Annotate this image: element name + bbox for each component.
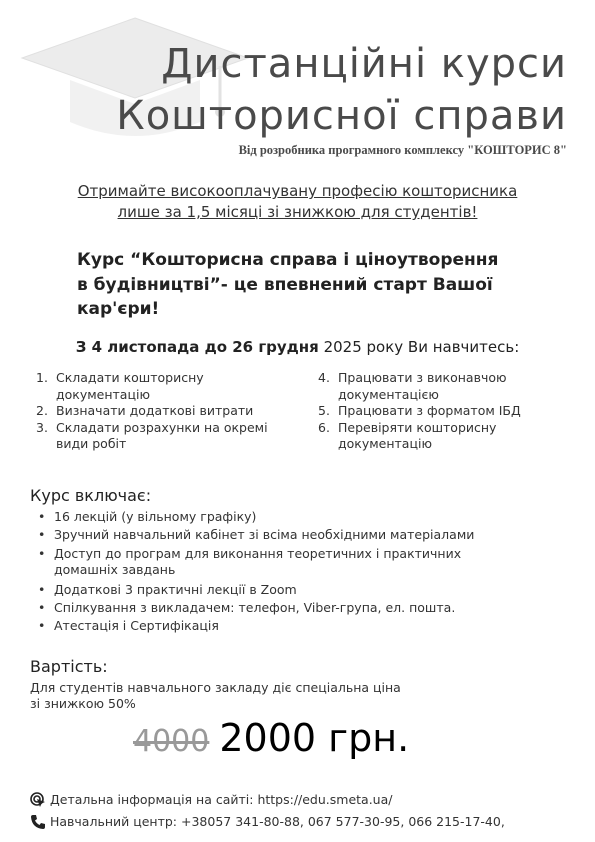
item-number: 6. <box>318 419 330 435</box>
list-item <box>36 370 296 403</box>
new-price: 2000 грн. <box>219 716 410 760</box>
includes-heading: Курс включає: <box>30 486 152 505</box>
old-price: 4000 <box>133 724 210 759</box>
list-item: • Спілкування з викладачем: телефон, Viber-група, ел. пошта. <box>36 599 556 617</box>
item-line-1: Складати розрахунки на окремі <box>56 419 268 435</box>
phone-contact <box>30 814 505 830</box>
price <box>133 716 409 760</box>
dates-rest: 2025 року Ви навчитесь: <box>318 338 520 356</box>
list-item: • Зручний навчальний кабінет зі всіма необхідними матеріалами <box>36 526 556 544</box>
price-note <box>30 680 450 712</box>
course-dates <box>0 338 595 356</box>
list-item <box>36 403 296 420</box>
course-line-2: в будівництві”- це впевнений старт Вашої <box>77 274 493 295</box>
item-number: 3. <box>36 419 48 435</box>
course-line-1: Курс “Кошторисна справа і ціноутворення <box>77 250 499 270</box>
includes-list <box>36 508 556 635</box>
subtitle: Від розробника програмного комплексу "КОШТОРИС 8" <box>238 143 567 157</box>
list-item <box>318 420 558 453</box>
item-number: 5. <box>318 403 330 418</box>
title-line-1: Дистанційні курси <box>161 41 567 87</box>
item-number: 2. <box>36 403 48 418</box>
item-line-2: документацію <box>338 436 432 451</box>
list-item <box>318 403 558 420</box>
item-line-1: Працювати з форматом ІБД <box>338 403 521 418</box>
dates-bold: З 4 листопада до 26 грудня <box>75 338 319 356</box>
price-note-line-1: Для студентів навчального закладу діє спеціальна ціна <box>30 680 401 695</box>
list-item: • Доступ до програм для виконання теоретичних і практичних домашніх завдань <box>36 546 514 579</box>
course-description <box>77 248 537 322</box>
website-text: Детальна інформація на сайті: https://edu.smeta.ua/ <box>50 792 393 807</box>
item-line-2: документацію <box>56 386 150 402</box>
list-item: • Додаткові 3 практичні лекції в Zoom <box>36 581 556 599</box>
phone-icon <box>30 814 46 830</box>
price-note-line-2: зі знижкою 50% <box>30 696 136 711</box>
item-line-1: Визначати додаткові витрати <box>56 403 254 418</box>
cursor-click-icon <box>30 792 46 808</box>
phone-text: Навчальний центр: +38057 341-80-88, 067 577-30-95, 066 215-17-40, <box>50 814 505 829</box>
item-number: 1. <box>36 370 48 385</box>
skills-list-right <box>318 370 558 453</box>
item-line-1: Складати кошторисну <box>56 370 204 385</box>
item-line-2: документацією <box>338 386 439 402</box>
offer-text <box>0 181 595 223</box>
website-contact <box>30 792 392 808</box>
item-line-1: Працювати з виконавчою <box>338 370 507 385</box>
list-item <box>318 370 558 403</box>
offer-line-2: лише за 1,5 місяці зі знижкою для студентів! <box>117 203 478 221</box>
item-line-2: види робіт <box>56 436 127 451</box>
title-line-2: Кошторисної справи <box>116 93 567 139</box>
list-item: • Атестація і Сертифікація <box>36 617 556 635</box>
offer-line-1: Отримайте високооплачувану професію кошторисника <box>77 182 518 200</box>
item-line-1: Перевіряти кошторисну <box>338 419 497 435</box>
list-item: • 16 лекцій (у вільному графіку) <box>36 508 556 526</box>
pricing-heading: Вартість: <box>30 657 108 676</box>
page-title <box>116 38 567 142</box>
skills-list-left <box>36 370 296 453</box>
item-number: 4. <box>318 370 330 385</box>
list-item <box>36 420 296 453</box>
course-line-3: кар'єри! <box>77 299 160 319</box>
